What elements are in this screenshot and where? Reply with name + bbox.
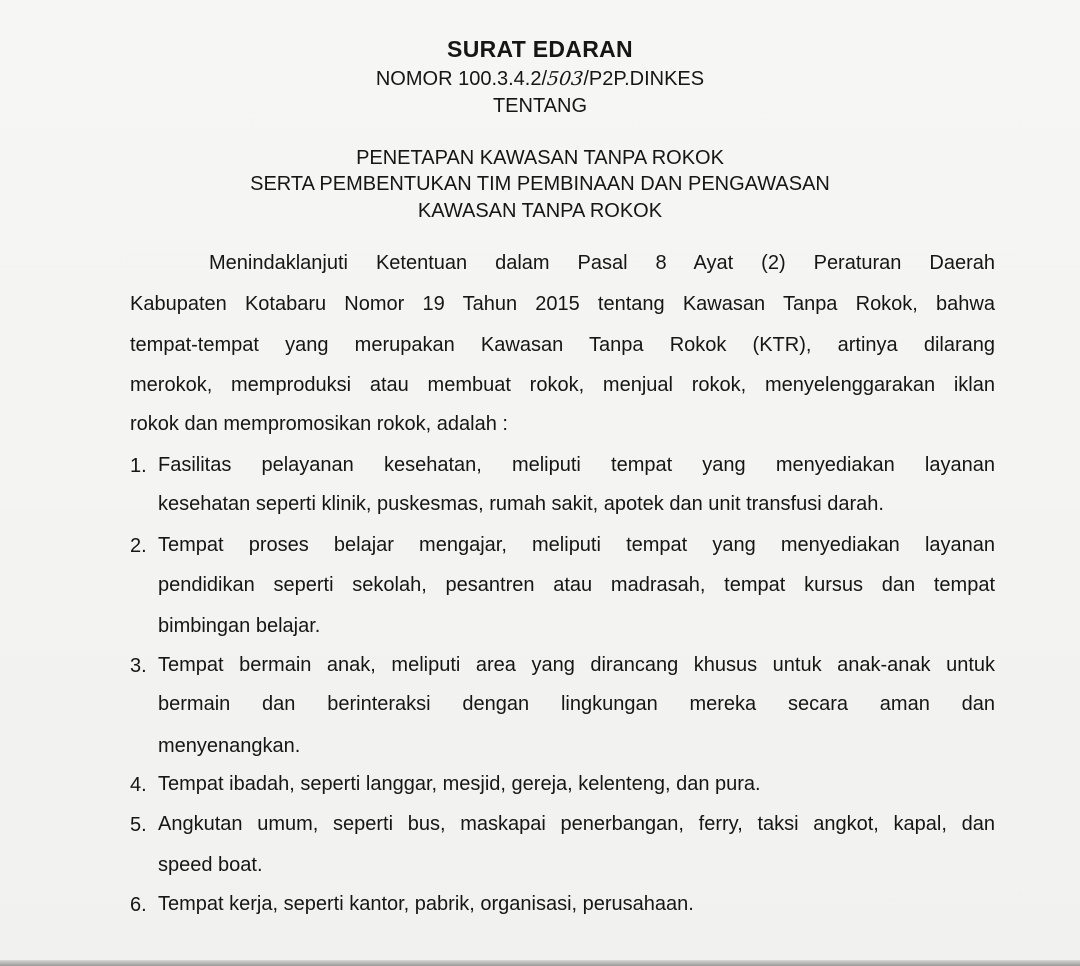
page-bottom-edge — [0, 960, 1080, 966]
list-item-line: Tempat kerja, seperti kantor, pabrik, organisasi, perusahaan. — [158, 893, 694, 915]
about-heading: TENTANG — [492, 95, 588, 117]
list-number: 6. — [130, 894, 147, 916]
list-item-line: kesehatan seperti klinik, puskesmas, rumah sakit, apotek dan unit transfusi darah. — [158, 493, 884, 515]
intro-line: rokok dan mempromosikan rokok, adalah : — [130, 413, 508, 435]
list-number: 3. — [130, 655, 147, 677]
intro-line: Kabupaten Kotabaru Nomor 19 Tahun 2015 tentang Kawasan Tanpa Rokok, bahwa — [130, 293, 995, 315]
list-item-line: speed boat. — [158, 854, 263, 876]
list-item-line: bimbingan belajar. — [158, 615, 321, 637]
document-title: SURAT EDARAN — [447, 36, 633, 62]
list-number: 4. — [130, 774, 147, 796]
subject-line: PENETAPAN KAWASAN TANPA ROKOK — [356, 147, 724, 169]
intro-line: Menindaklanjuti Ketentuan dalam Pasal 8 Ayat (2) Peraturan Daerah — [209, 252, 995, 274]
subject-line: KAWASAN TANPA ROKOK — [417, 200, 663, 222]
list-item-line: Fasilitas pelayanan kesehatan, meliputi tempat yang menyediakan layanan — [158, 454, 995, 476]
list-item-line: Tempat proses belajar mengajar, meliputi tempat yang menyediakan layanan — [158, 534, 995, 556]
document-number — [0, 68, 1080, 91]
list-number: 5. — [130, 814, 147, 836]
list-item-line: Angkutan umum, seperti bus, maskapai penerbangan, ferry, taksi angkot, kapal, dan — [158, 813, 995, 835]
list-number: 2. — [130, 535, 147, 557]
handwritten-number: 503 — [545, 68, 585, 90]
list-item-line: bermain dan berinteraksi dengan lingkungan mereka secara aman dan — [158, 693, 995, 715]
number-suffix: /P2P.DINKES — [583, 68, 705, 90]
intro-line: tempat-tempat yang merupakan Kawasan Tanpa Rokok (KTR), artinya dilarang — [130, 334, 995, 356]
list-item-line: menyenangkan. — [158, 735, 301, 757]
number-prefix: NOMOR 100.3.4.2/ — [375, 68, 548, 90]
list-item-line: pendidikan seperti sekolah, pesantren atau madrasah, tempat kursus dan tempat — [158, 574, 995, 596]
list-number: 1. — [130, 455, 147, 477]
list-item-line: Tempat bermain anak, meliputi area yang dirancang khusus untuk anak-anak untuk — [158, 654, 995, 676]
subject-line: SERTA PEMBENTUKAN TIM PEMBINAAN DAN PENGAWASAN — [250, 173, 830, 195]
intro-line: merokok, memproduksi atau membuat rokok, menjual rokok, menyelenggarakan iklan — [130, 374, 995, 396]
list-item-line: Tempat ibadah, seperti langgar, mesjid, gereja, kelenteng, dan pura. — [158, 773, 761, 795]
